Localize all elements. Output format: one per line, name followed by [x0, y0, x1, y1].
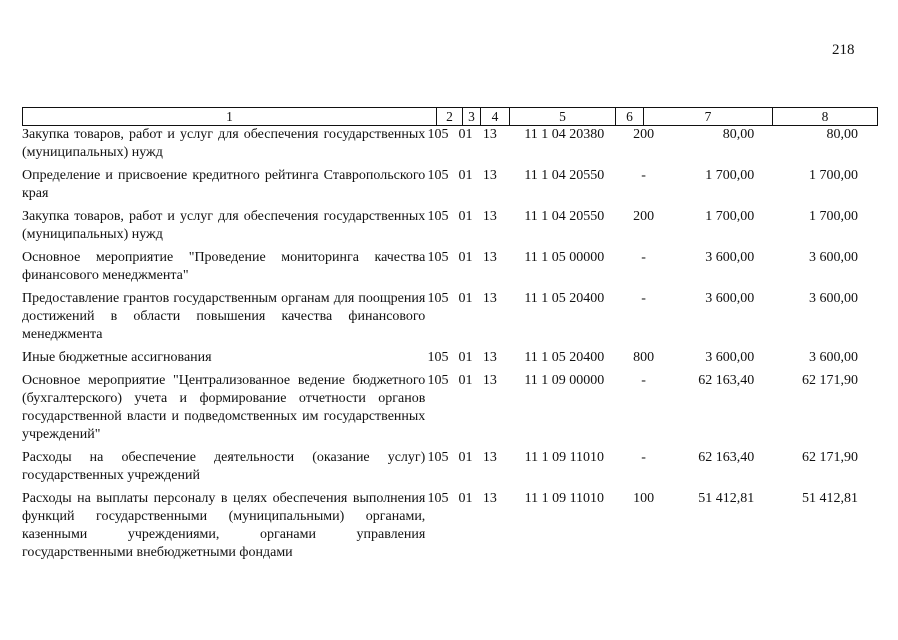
amount-cell-7: 3 600,00	[705, 291, 755, 306]
column-header-8: 8	[773, 108, 878, 126]
expense-type-cell: 200	[633, 209, 655, 224]
subsection-cell: 13	[482, 350, 497, 365]
section-cell: 01	[458, 450, 473, 465]
row-name-cell: Предоставление грантов государственным органам для поощрения достижений в области повышения качества финансового менеджмента	[22, 291, 426, 342]
amount-cell-7: 51 412,81	[698, 491, 755, 506]
table-row	[22, 490, 858, 562]
row-name-cell: Расходы на выплаты персоналу в целях обеспечения выполнения функций государственными (муниципальными) органами, казенными учреждениями, органами управления государственными внебюджетными фондами	[22, 491, 426, 560]
budget-table-body	[22, 126, 858, 567]
amount-cell-8: 51 412,81	[802, 491, 859, 506]
amount-cell-7: 3 600,00	[705, 350, 755, 365]
amount-cell-8: 3 600,00	[809, 250, 859, 265]
table-row	[22, 126, 858, 162]
amount-cell-8: 1 700,00	[809, 168, 859, 183]
expense-type-cell: -	[641, 450, 646, 465]
subsection-cell: 13	[482, 491, 497, 506]
column-header-3: 3	[463, 108, 481, 126]
row-name-cell: Основное мероприятие "Проведение мониторинга качества финансового менеджмента"	[22, 250, 426, 283]
expense-type-cell: -	[641, 291, 646, 306]
table-row	[22, 372, 858, 444]
amount-cell-8: 62 171,90	[802, 373, 859, 388]
expense-type-cell: 100	[633, 491, 655, 506]
amount-cell-8: 1 700,00	[809, 209, 859, 224]
row-name-cell: Основное мероприятие "Централизованное ведение бюджетного (бухгалтерского) учета и формирование отчетности органов государственной власти и подведомственных им государственных учреждений"	[22, 373, 426, 442]
amount-cell-7: 1 700,00	[705, 168, 755, 183]
code-cell: 105	[427, 209, 449, 224]
amount-cell-7: 62 163,40	[698, 373, 755, 388]
section-cell: 01	[458, 168, 473, 183]
section-cell: 01	[458, 209, 473, 224]
column-header-4: 4	[481, 108, 510, 126]
amount-cell-7: 62 163,40	[698, 450, 755, 465]
amount-cell-8: 3 600,00	[809, 350, 859, 365]
target-article-cell: 11 1 09 00000	[524, 373, 605, 388]
expense-type-cell: 200	[633, 127, 655, 142]
column-header-5: 5	[510, 108, 616, 126]
subsection-cell: 13	[482, 250, 497, 265]
target-article-cell: 11 1 04 20550	[524, 209, 605, 224]
row-name-cell: Закупка товаров, работ и услуг для обеспечения государственных (муниципальных) нужд	[22, 209, 426, 242]
subsection-cell: 13	[482, 209, 497, 224]
row-name-cell: Расходы на обеспечение деятельности (оказание услуг) государственных учреждений	[22, 450, 426, 483]
column-header-table	[22, 107, 878, 126]
table-row	[22, 449, 858, 485]
expense-type-cell: -	[641, 373, 646, 388]
amount-cell-7: 80,00	[722, 127, 755, 142]
subsection-cell: 13	[482, 127, 497, 142]
column-header-6: 6	[616, 108, 644, 126]
column-header-row	[23, 108, 878, 126]
subsection-cell: 13	[482, 373, 497, 388]
amount-cell-7: 1 700,00	[705, 209, 755, 224]
expense-type-cell: -	[641, 168, 646, 183]
subsection-cell: 13	[482, 168, 497, 183]
section-cell: 01	[458, 373, 473, 388]
section-cell: 01	[458, 250, 473, 265]
table-row	[22, 290, 858, 344]
section-cell: 01	[458, 291, 473, 306]
subsection-cell: 13	[482, 291, 497, 306]
target-article-cell: 11 1 04 20380	[524, 127, 605, 142]
code-cell: 105	[427, 250, 449, 265]
amount-cell-8: 62 171,90	[802, 450, 859, 465]
subsection-cell: 13	[482, 450, 497, 465]
target-article-cell: 11 1 09 11010	[524, 450, 605, 465]
table-row	[22, 349, 858, 367]
code-cell: 105	[427, 450, 449, 465]
table-row	[22, 249, 858, 285]
target-article-cell: 11 1 05 20400	[524, 350, 605, 365]
target-article-cell: 11 1 09 11010	[524, 491, 605, 506]
row-name-cell: Определение и присвоение кредитного рейтинга Ставропольского края	[22, 168, 426, 201]
code-cell: 105	[427, 168, 449, 183]
table-row	[22, 167, 858, 203]
table-row	[22, 208, 858, 244]
section-cell: 01	[458, 350, 473, 365]
amount-cell-8: 80,00	[826, 127, 859, 142]
amount-cell-8: 3 600,00	[809, 291, 859, 306]
expense-type-cell: -	[641, 250, 646, 265]
expense-type-cell: 800	[633, 350, 655, 365]
code-cell: 105	[427, 127, 449, 142]
code-cell: 105	[427, 491, 449, 506]
section-cell: 01	[458, 127, 473, 142]
column-header-1: 1	[23, 108, 437, 126]
section-cell: 01	[458, 491, 473, 506]
page-number: 218	[832, 42, 855, 58]
column-header-2: 2	[437, 108, 463, 126]
target-article-cell: 11 1 04 20550	[524, 168, 605, 183]
amount-cell-7: 3 600,00	[705, 250, 755, 265]
target-article-cell: 11 1 05 20400	[524, 291, 605, 306]
row-name-cell: Иные бюджетные ассигнования	[22, 350, 212, 365]
code-cell: 105	[427, 373, 449, 388]
target-article-cell: 11 1 05 00000	[524, 250, 605, 265]
code-cell: 105	[427, 291, 449, 306]
code-cell: 105	[427, 350, 449, 365]
column-header-7: 7	[644, 108, 773, 126]
row-name-cell: Закупка товаров, работ и услуг для обеспечения государственных (муниципальных) нужд	[22, 127, 426, 160]
